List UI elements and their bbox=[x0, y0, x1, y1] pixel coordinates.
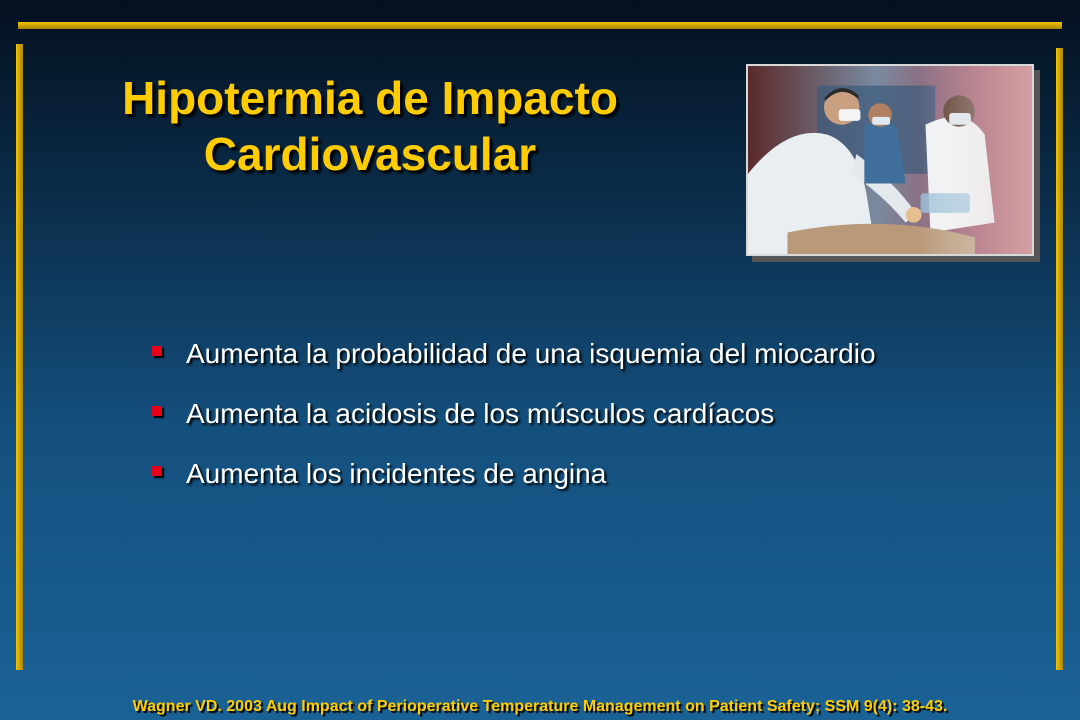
list-item bbox=[152, 392, 1052, 452]
slide-title bbox=[40, 70, 700, 182]
bullet-list bbox=[152, 332, 1052, 512]
square-bullet-icon bbox=[152, 466, 162, 476]
list-item bbox=[152, 452, 1052, 512]
right-gold-rule bbox=[1056, 48, 1063, 670]
slide-title-line-1: Hipotermia de Impacto bbox=[122, 72, 618, 124]
bullet-text: Aumenta la probabilidad de una isquemia del miocardio bbox=[186, 338, 876, 369]
surgery-photo bbox=[746, 64, 1034, 256]
bullet-text: Aumenta la acidosis de los músculos cardíacos bbox=[186, 398, 775, 429]
slide-title-line-2: Cardiovascular bbox=[203, 128, 537, 180]
citation: Wagner VD. 2003 Aug Impact of Perioperative Temperature Management on Patient Safety; SSM 9(4): 38-43. bbox=[132, 698, 948, 715]
left-gold-rule bbox=[16, 44, 23, 670]
bullet-text: Aumenta los incidentes de angina bbox=[186, 458, 607, 489]
surgery-photo-illustration bbox=[748, 66, 1032, 254]
square-bullet-icon bbox=[152, 406, 162, 416]
square-bullet-icon bbox=[152, 346, 162, 356]
list-item bbox=[152, 332, 1052, 392]
top-gold-rule bbox=[18, 22, 1062, 29]
